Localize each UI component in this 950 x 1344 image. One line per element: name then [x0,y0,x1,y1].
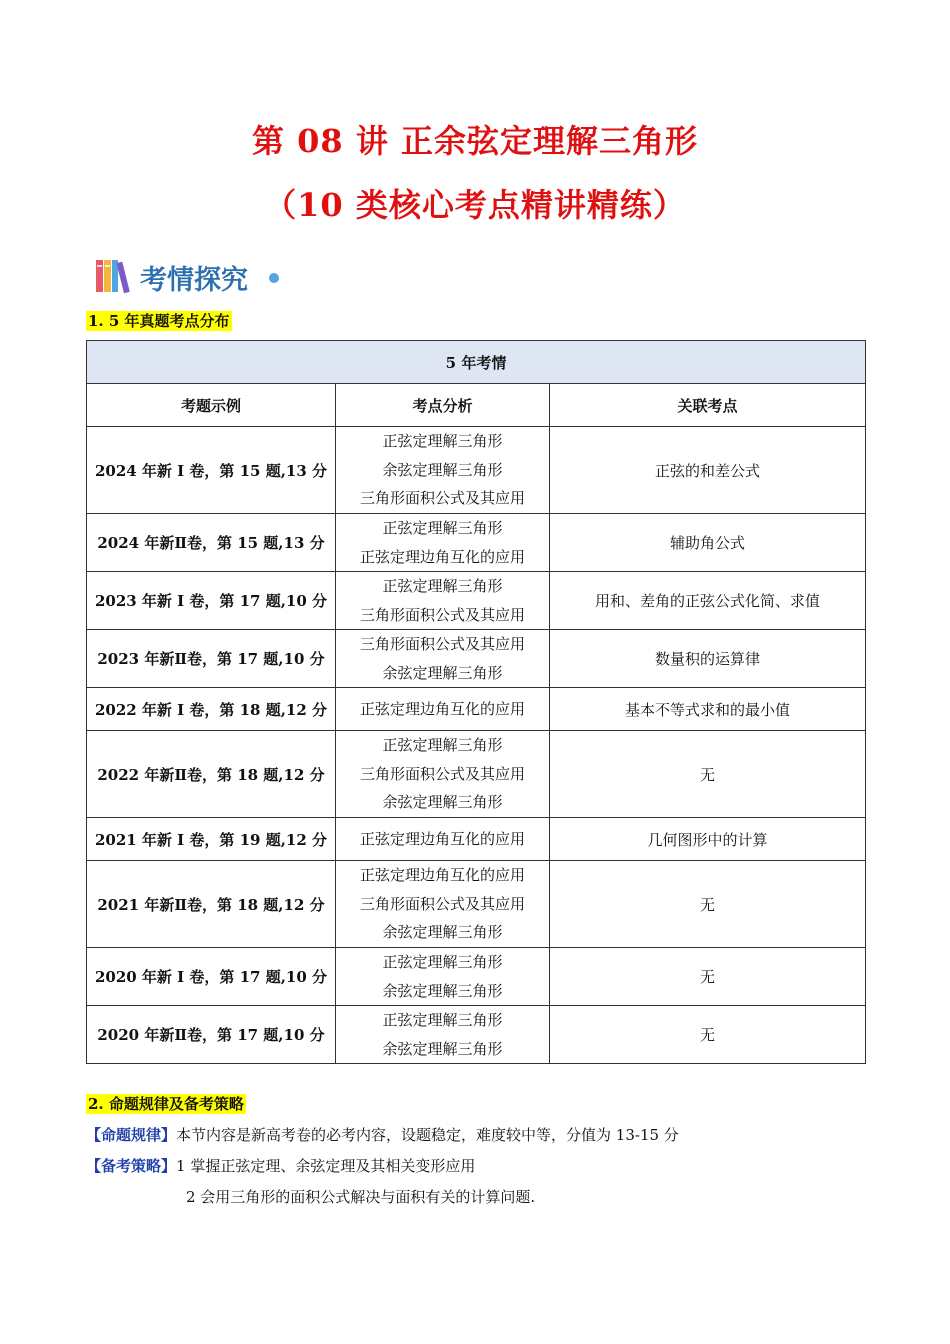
table-row [87,861,866,948]
analysis-line: 正弦定理边角互化的应用 [359,866,525,885]
related-cell: 无 [550,731,866,818]
strategy-tag: 【备考策略】 [86,1157,177,1175]
analysis-cell [336,514,550,572]
strategy-item-1: 1 掌握正弦定理、余弦定理及其相关变形应用 [176,1157,476,1175]
related-cell: 正弦的和差公式 [550,427,866,514]
analysis-line: 三角形面积公式及其应用 [359,894,525,913]
analysis-cell [336,630,550,688]
exam-cell: 2024 年新Ⅱ卷，第 15 题,13 分 [87,514,336,572]
table-row [87,427,866,514]
exam-cell: 2022 年新 I 卷，第 18 题,12 分 [87,688,336,731]
related-cell: 无 [550,861,866,948]
related-cell: 无 [550,948,866,1006]
analysis-cell [336,861,550,948]
exam-cell: 2022 年新Ⅱ卷，第 18 题,12 分 [87,731,336,818]
related-cell: 辅助角公式 [550,514,866,572]
column-header: 考点分析 [336,384,550,427]
column-header: 考题示例 [87,384,336,427]
banner-dot [269,273,279,283]
analysis-line: 三角形面积公式及其应用 [359,764,525,783]
analysis-cell [336,948,550,1006]
analysis-line: 余弦定理解三角形 [382,923,503,942]
analysis-line: 三角形面积公式及其应用 [359,489,525,508]
table-row [87,514,866,572]
analysis-line: 余弦定理解三角形 [382,981,503,1000]
rule-paragraph [86,1125,679,1145]
rule-text: 本节内容是新高考卷的必考内容，设题稳定，难度较中等，分值为 13-15 分 [176,1126,679,1144]
analysis-line: 正弦定理边角互化的应用 [359,699,525,718]
analysis-line: 正弦定理边角互化的应用 [359,829,525,848]
column-header: 关联考点 [550,384,866,427]
exam-cell: 2021 年新 I 卷，第 19 题,12 分 [87,818,336,861]
analysis-cell [336,572,550,630]
table-row [87,688,866,731]
exam-cell: 2023 年新 I 卷，第 17 题,10 分 [87,572,336,630]
analysis-line: 正弦定理解三角形 [382,577,503,595]
books-icon [94,256,134,296]
table-row [87,630,866,688]
analysis-line: 正弦定理解三角形 [382,953,503,971]
table-caption: 5 年考情 [87,341,866,384]
exam-distribution-table [86,340,866,1064]
exam-cell: 2024 年新 I 卷，第 15 题,13 分 [87,427,336,514]
analysis-cell [336,818,550,861]
exam-cell: 2023 年新Ⅱ卷，第 17 题,10 分 [87,630,336,688]
section-2-heading: 2. 命题规律及备考策略 [88,1095,244,1113]
strategy-item-2: 2 会用三角形的面积公式解决与面积有关的计算问题. [186,1188,536,1206]
strategy-paragraph [86,1156,475,1176]
analysis-line: 三角形面积公式及其应用 [359,635,525,653]
document-title: 第 08 讲 正余弦定理解三角形 [252,122,698,160]
analysis-cell [336,427,550,514]
analysis-line: 余弦定理解三角形 [382,1039,503,1058]
analysis-line: 正弦定理解三角形 [382,519,503,537]
analysis-line: 正弦定理解三角形 [382,432,503,451]
document-subtitle: （10 类核心考点精讲精练） [264,186,686,224]
table-row [87,818,866,861]
related-cell: 用和、差角的正弦公式化简、求值 [550,572,866,630]
analysis-line: 正弦定理解三角形 [382,1011,503,1029]
exam-cell: 2021 年新Ⅱ卷，第 18 题,12 分 [87,861,336,948]
analysis-cell [336,731,550,818]
analysis-line: 余弦定理解三角形 [382,460,503,479]
analysis-line: 正弦定理解三角形 [382,736,503,755]
table-row [87,731,866,818]
exam-cell: 2020 年新 I 卷，第 17 题,10 分 [87,948,336,1006]
analysis-line: 余弦定理解三角形 [382,793,503,812]
analysis-line: 余弦定理解三角形 [382,663,503,682]
section-1-heading: 1. 5 年真题考点分布 [88,312,230,330]
related-cell: 基本不等式求和的最小值 [550,688,866,731]
related-cell: 几何图形中的计算 [550,818,866,861]
exam-cell: 2020 年新Ⅱ卷，第 17 题,10 分 [87,1006,336,1064]
table-row [87,572,866,630]
rule-tag: 【命题规律】 [86,1126,177,1144]
table-row [87,948,866,1006]
analysis-line: 三角形面积公式及其应用 [359,605,525,624]
analysis-line: 正弦定理边角互化的应用 [359,547,525,566]
table-row [87,1006,866,1064]
banner-title: 考情探究 [140,265,248,296]
analysis-cell [336,1006,550,1064]
related-cell: 无 [550,1006,866,1064]
related-cell: 数量积的运算律 [550,630,866,688]
analysis-cell [336,688,550,731]
